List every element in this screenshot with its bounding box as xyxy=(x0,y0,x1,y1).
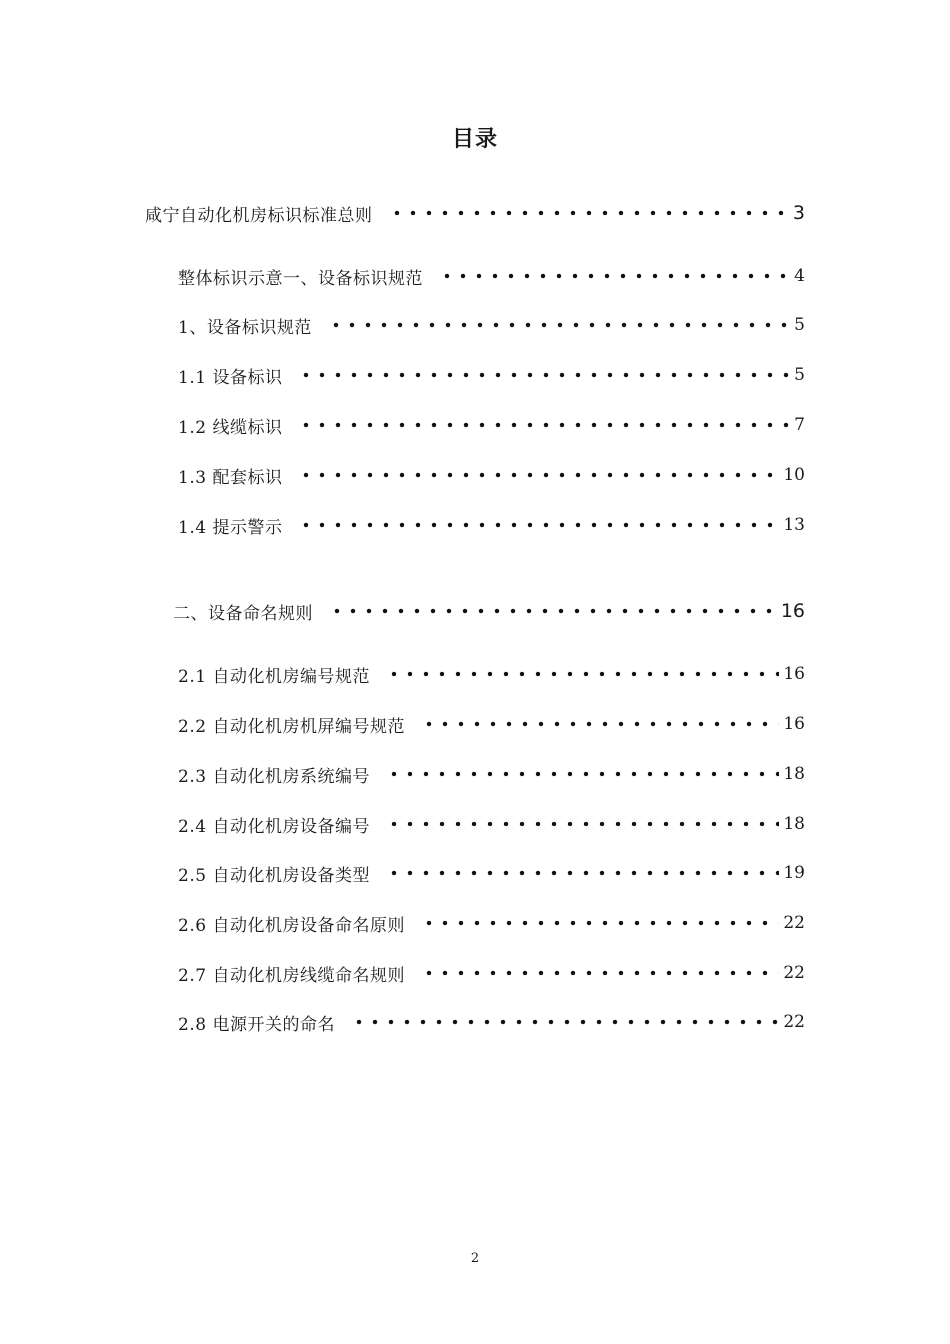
toc-entry[interactable] xyxy=(178,909,805,937)
toc-entry-page: 22 xyxy=(783,1012,805,1032)
toc-entry-page: 18 xyxy=(783,814,805,834)
toc-entry-page: 16 xyxy=(783,714,805,734)
toc-entry-text: 1.4 提示警示 xyxy=(178,517,283,538)
toc-entry[interactable] xyxy=(178,810,805,838)
toc-entry-page: 5 xyxy=(794,315,805,335)
toc-leader-dots xyxy=(386,810,779,838)
toc-leader-dots xyxy=(386,660,779,688)
toc-entry-text: 整体标识示意一、设备标识规范 xyxy=(178,268,423,289)
toc-entry[interactable] xyxy=(178,311,805,339)
toc-entry-page: 16 xyxy=(780,600,805,622)
toc-entry[interactable] xyxy=(178,262,805,290)
toc-entry[interactable] xyxy=(178,461,805,489)
page-number: 2 xyxy=(470,1251,480,1266)
toc-entry[interactable] xyxy=(178,361,805,389)
toc-entry-text: 咸宁自动化机房标识标准总则 xyxy=(145,205,373,226)
toc-entry-text: 2.5 自动化机房设备类型 xyxy=(178,865,370,886)
toc-leader-dots xyxy=(298,461,779,489)
toc-entry-page: 18 xyxy=(783,764,805,784)
toc-entry-page: 22 xyxy=(783,963,805,983)
toc-entry[interactable] xyxy=(178,1008,805,1036)
toc-entry-page: 19 xyxy=(783,863,805,883)
toc-entry-text: 1.3 配套标识 xyxy=(178,467,283,488)
toc-entry[interactable] xyxy=(145,199,805,227)
toc-entry-page: 7 xyxy=(794,415,805,435)
toc-entry-text: 二、设备命名规则 xyxy=(173,603,313,624)
toc-entry-page: 22 xyxy=(783,913,805,933)
toc-entry-text: 2.6 自动化机房设备命名原则 xyxy=(178,915,405,936)
toc-entry-page: 16 xyxy=(783,664,805,684)
toc-entry-text: 2.7 自动化机房线缆命名规则 xyxy=(178,965,405,986)
toc-leader-dots xyxy=(386,859,779,887)
toc-entry-page: 10 xyxy=(783,465,805,485)
toc-entry[interactable] xyxy=(173,597,805,625)
toc-entry[interactable] xyxy=(178,859,805,887)
toc-leader-dots xyxy=(421,710,779,738)
toc-entry-text: 2.8 电源开关的命名 xyxy=(178,1014,335,1035)
page-title: 目录 xyxy=(451,127,498,152)
toc-leader-dots xyxy=(298,511,779,539)
toc-entry-text: 2.3 自动化机房系统编号 xyxy=(178,766,370,787)
toc-entry[interactable] xyxy=(178,411,805,439)
toc-leader-dots xyxy=(421,909,779,937)
toc-leader-dots xyxy=(421,959,779,987)
toc-leader-dots xyxy=(298,361,790,389)
toc-leader-dots xyxy=(351,1008,779,1036)
toc-leader-dots xyxy=(298,411,790,439)
toc-entry-page: 3 xyxy=(792,202,805,224)
toc-leader-dots xyxy=(328,311,790,339)
toc-entry[interactable] xyxy=(178,959,805,987)
toc-entry-text: 2.2 自动化机房机屏编号规范 xyxy=(178,716,405,737)
toc-leader-dots xyxy=(386,760,779,788)
toc-leader-dots xyxy=(329,597,777,625)
toc-entry[interactable] xyxy=(178,511,805,539)
toc-entry-page: 5 xyxy=(794,365,805,385)
toc-entry[interactable] xyxy=(178,710,805,738)
toc-entry-page: 4 xyxy=(794,266,805,286)
toc-leader-dots xyxy=(389,199,789,227)
toc-entry-text: 1.1 设备标识 xyxy=(178,367,283,388)
toc-leader-dots xyxy=(439,262,790,290)
toc-entry-text: 1.2 线缆标识 xyxy=(178,417,283,438)
toc-entry[interactable] xyxy=(178,660,805,688)
toc-entry-text: 1、设备标识规范 xyxy=(178,317,312,338)
toc-entry-text: 2.4 自动化机房设备编号 xyxy=(178,816,370,837)
toc-entry-page: 13 xyxy=(783,515,805,535)
toc-entry[interactable] xyxy=(178,760,805,788)
toc-entry-text: 2.1 自动化机房编号规范 xyxy=(178,666,370,687)
